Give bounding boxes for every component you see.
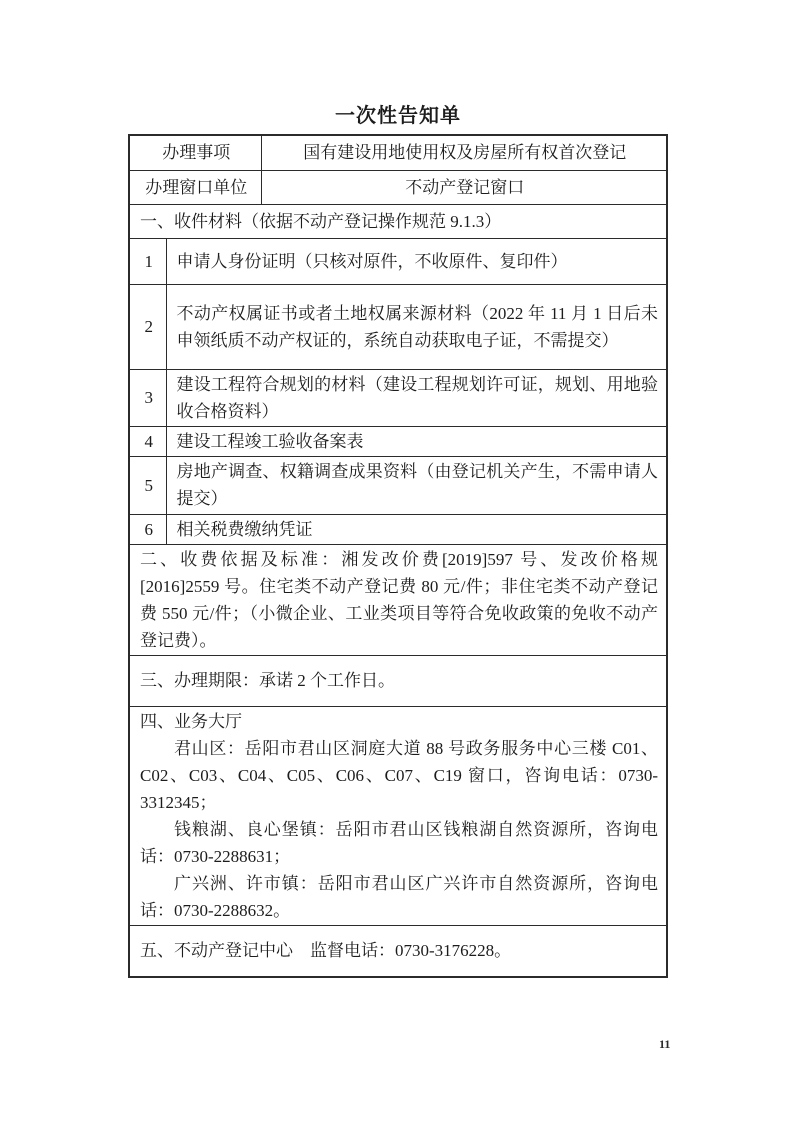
material-item-row bbox=[129, 238, 667, 284]
material-item-row bbox=[129, 456, 667, 514]
section4-paragraph: 君山区：岳阳市君山区洞庭大道 88 号政务服务中心三楼 C01、C02、C03、C04、C05、C06、C07、C19 窗口，咨询电话：0730-3312345； bbox=[140, 738, 658, 812]
section4-paragraph: 钱粮湖、良心堡镇：岳阳市君山区钱粮湖自然资源所，咨询电话：0730-2288631； bbox=[140, 819, 658, 866]
info-row-matter bbox=[129, 135, 667, 170]
material-item-row bbox=[129, 284, 667, 369]
item-number: 4 bbox=[129, 426, 166, 456]
item-number: 3 bbox=[129, 369, 166, 426]
item-number: 6 bbox=[129, 514, 166, 544]
notification-table bbox=[128, 134, 668, 978]
window-value: 不动产登记窗口 bbox=[261, 170, 667, 204]
section4-header: 四、业务大厅 bbox=[140, 711, 242, 731]
section4-cell bbox=[129, 706, 667, 925]
section2-text: 二、收费依据及标准：湘发改价费[2019]597 号、发改价格规[2016]2559 号。住宅类不动产登记费 80 元/件；非住宅类不动产登记费 550 元/件；（小微企业、工业类项目等符合免收政策的免收不动产登记费）。 bbox=[129, 544, 667, 655]
item-number: 2 bbox=[129, 284, 166, 369]
item-text: 房地产调查、权籍调查成果资料（由登记机关产生，不需申请人提交） bbox=[166, 456, 667, 514]
section5-row bbox=[129, 925, 667, 977]
matter-label: 办理事项 bbox=[129, 135, 261, 170]
document-title: 一次性告知单 bbox=[335, 105, 461, 127]
material-item-row bbox=[129, 514, 667, 544]
item-text: 建设工程符合规划的材料（建设工程规划许可证，规划、用地验收合格资料） bbox=[166, 369, 667, 426]
section3-row bbox=[129, 655, 667, 706]
material-item-row bbox=[129, 369, 667, 426]
section5-text: 五、不动产登记中心 监督电话：0730-3176228。 bbox=[129, 925, 667, 977]
section4-paragraph: 广兴洲、许市镇：岳阳市君山区广兴许市自然资源所，咨询电话：0730-2288632。 bbox=[140, 873, 658, 920]
matter-value: 国有建设用地使用权及房屋所有权首次登记 bbox=[261, 135, 667, 170]
window-label: 办理窗口单位 bbox=[129, 170, 261, 204]
section4-row bbox=[129, 706, 667, 925]
item-text: 不动产权属证书或者土地权属来源材料（2022 年 11 月 1 日后未申领纸质不动产权证的，系统自动获取电子证，不需提交） bbox=[166, 284, 667, 369]
document-content bbox=[128, 101, 668, 978]
item-number: 1 bbox=[129, 238, 166, 284]
section1-header: 一、收件材料（依据不动产登记操作规范 9.1.3） bbox=[129, 204, 667, 238]
material-item-row bbox=[129, 426, 667, 456]
item-number: 5 bbox=[129, 456, 166, 514]
section3-text: 三、办理期限：承诺 2 个工作日。 bbox=[129, 655, 667, 706]
section2-row bbox=[129, 544, 667, 655]
item-text: 申请人身份证明（只核对原件，不收原件、复印件） bbox=[166, 238, 667, 284]
item-text: 相关税费缴纳凭证 bbox=[166, 514, 667, 544]
page-number: 11 bbox=[659, 1037, 671, 1051]
info-row-window bbox=[129, 170, 667, 204]
item-text: 建设工程竣工验收备案表 bbox=[166, 426, 667, 456]
section1-header-row bbox=[129, 204, 667, 238]
